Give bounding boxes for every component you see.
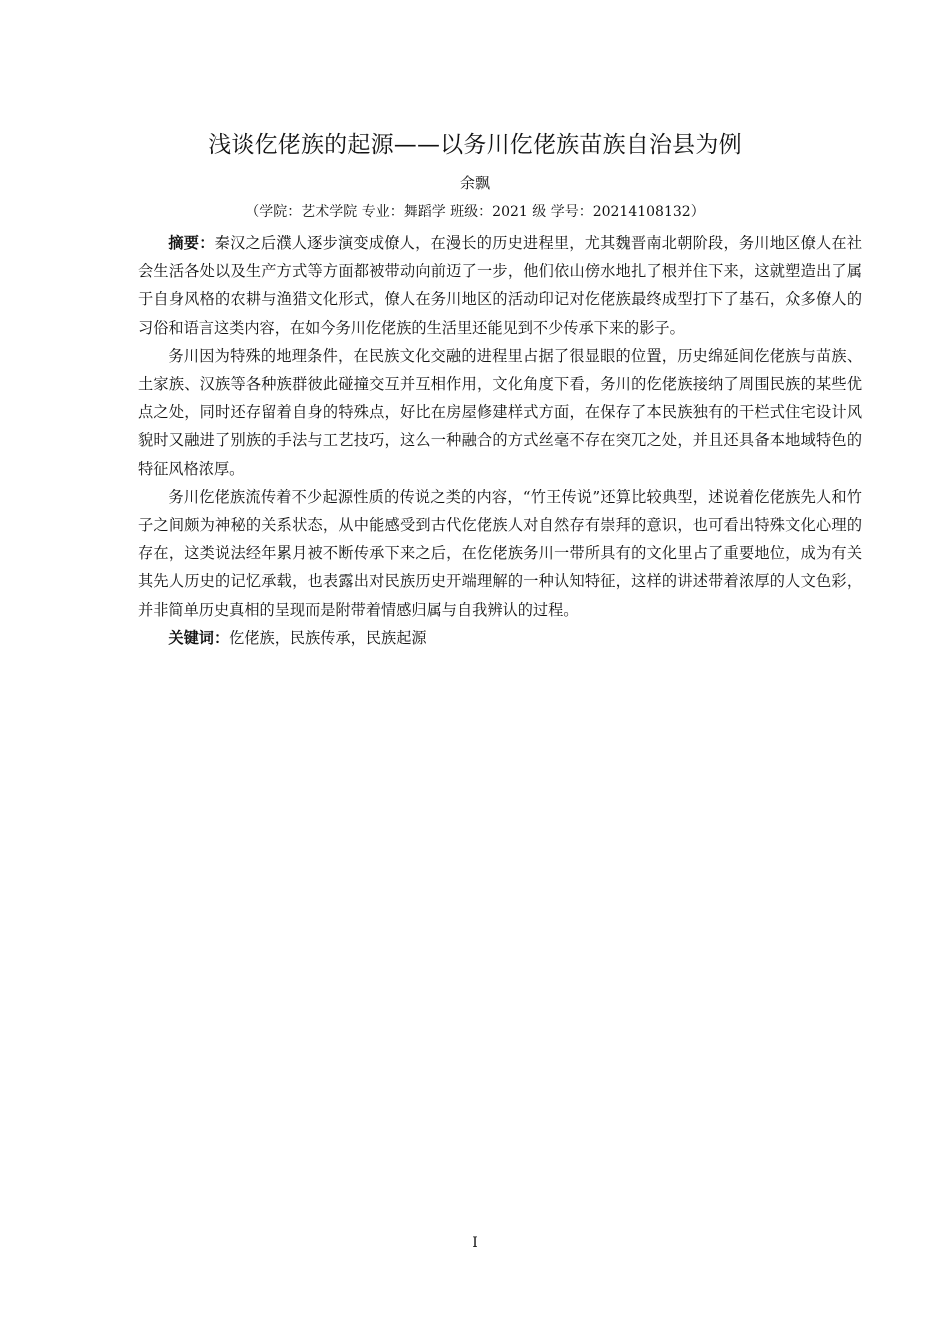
author-name: 余飘 <box>459 174 490 192</box>
body-paragraph-2: 务川仡佬族流传着不少起源性质的传说之类的内容，“竹王传说”还算比较典型，述说着仡佬族先人和竹子之间颇为神秘的关系状态，从中能感受到古代仡佬族人对自然存有崇拜的意识，也可看出特殊文化心理的存在，这类说法经年累月被不断传承下来之后，在仡佬族务川一带所具有的文化里占了重要地位，成为有关其先人历史的记忆承载，也表露出对民族历史开端理解的一种认知特征，这样的讲述带着浓厚的人文色彩，并非简单历史真相的呈现而是附带着情感归属与自我辨认的过程。 <box>138 487 862 619</box>
abstract-section <box>138 229 862 652</box>
student-info: （学院：艺术学院 专业：舞蹈学 班级：2021 级 学号：20214108132） <box>245 204 705 220</box>
body-paragraph-1: 务川因为特殊的地理条件，在民族文化交融的进程里占据了很显眼的位置，历史绵延间仡佬族与苗族、土家族、汉族等各种族群彼此碰撞交互并互相作用，文化角度下看，务川的仡佬族接纳了周围民族的某些优点之处，同时还存留着自身的特殊点，好比在房屋修建样式方面，在保存了本民族独有的干栏式住宅设计风貌时又融进了别族的手法与工艺技巧，这么一种融合的方式丝毫不存在突兀之处，并且还具备本地域特色的特征风格浓厚。 <box>138 346 862 478</box>
page-number: I <box>472 1235 478 1251</box>
abstract-label: 摘要： <box>168 234 215 252</box>
abstract-text: 秦汉之后濮人逐步演变成僚人，在漫长的历史进程里，尤其魏晋南北朝阶段，务川地区僚人在社会生活各处以及生产方式等方面都被带动向前迈了一步，他们依山傍水地扎了根并住下来，这就塑造出了属于自身风格的农耕与渔猎文化形式，僚人在务川地区的活动印记对仡佬族最终成型打下了基石，众多僚人的习俗和语言这类内容，在如今务川仡佬族的生活里还能见到不少传承下来的影子。 <box>138 234 863 337</box>
keywords-paragraph <box>138 624 862 652</box>
abstract-paragraph <box>138 229 862 342</box>
paper-title: 浅谈仡佬族的起源——以务川仡佬族苗族自治县为例 <box>208 132 742 158</box>
keywords-label: 关键词： <box>168 628 230 647</box>
keywords-text: 仡佬族，民族传承，民族起源 <box>229 628 427 647</box>
